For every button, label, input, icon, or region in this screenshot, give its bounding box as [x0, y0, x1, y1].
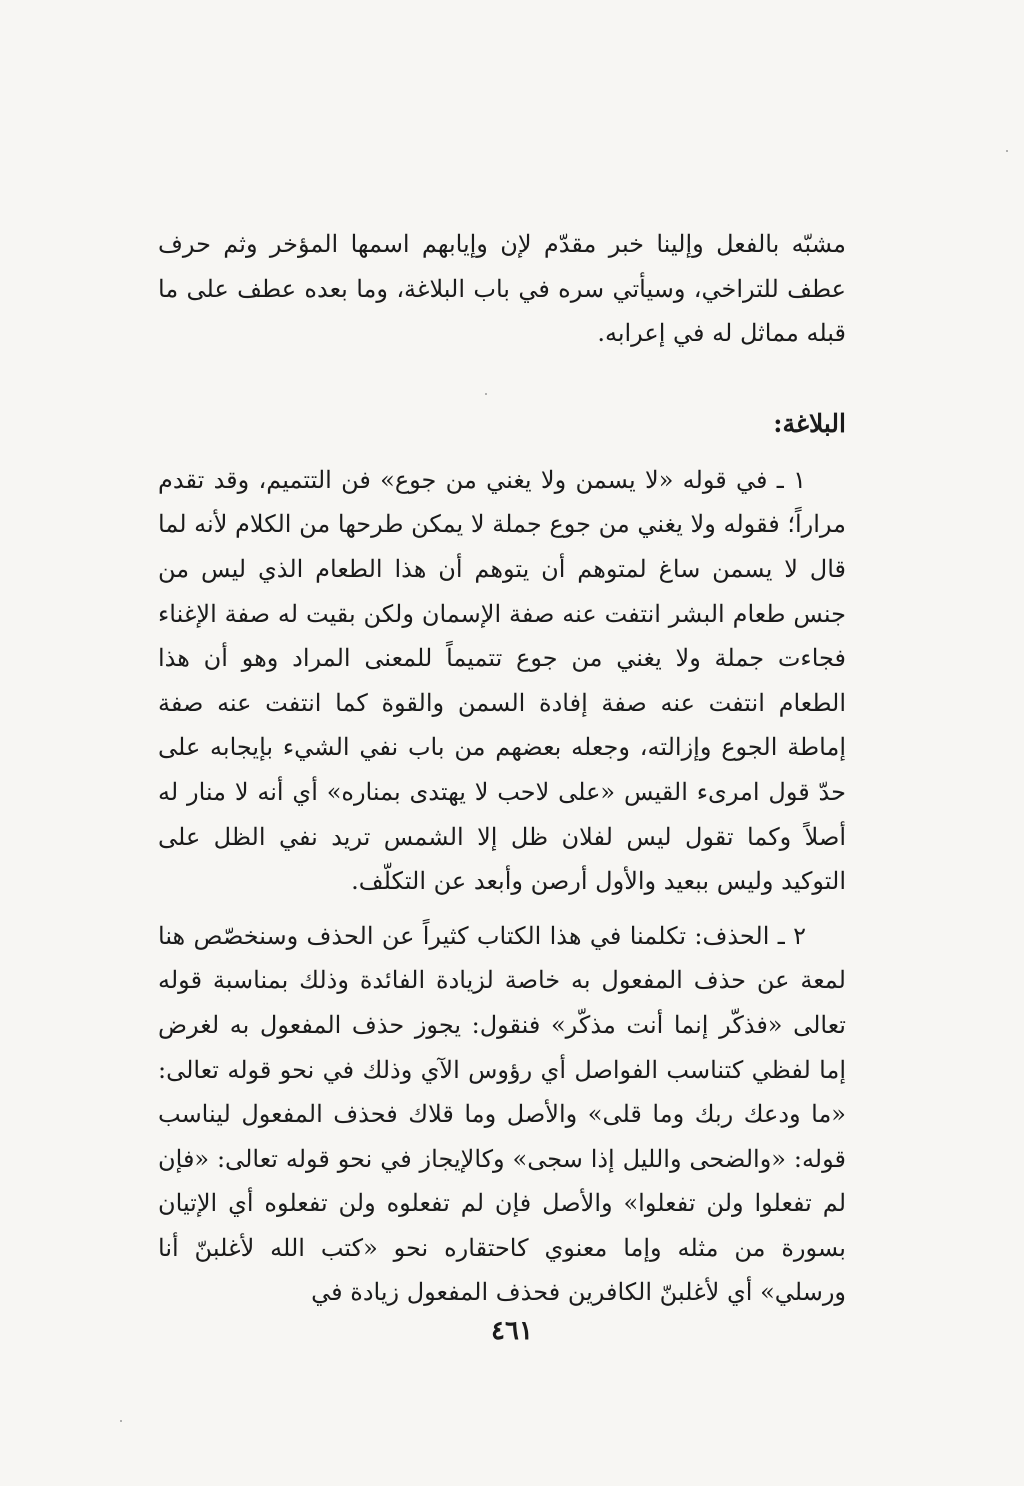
paragraph-tatmim: ١ ـ في قوله «لا يسمن ولا يغني من جوع» فن التتميم، وقد تقدم مراراً؛ فقوله ولا يغني من جوع جملة لا يمكن طرحها من الكلام لأنه لما قال لا يسمن ساغ لمتوهم أن يتوهم أن هذا الطعام الذي ليس من جنس طعام البشر انتفت عنه صفة الإسمان ولكن بقيت له صفة الإغناء فجاءت جملة ولا يغني من جوع تتميماً للمعنى المراد وهو أن هذا الطعام انتفت عنه صفة إفادة السمن والقوة كما انتفت عنه صفة إماطة الجوع وإزالته، وجعله بعضهم من باب نفي الشيء بإيجابه على حدّ قول امرىء القيس «على لاحب لا يهتدى بمناره» أي أنه لا منار له أصلاً وكما تقول ليس لفلان ظل إلا الشمس تريد نفي الظل على التوكيد وليس ببعيد والأول أرصن وأبعد عن التكلّف.: [158, 465, 846, 896]
scan-speck: [120, 1420, 122, 1422]
paragraph-hadhf: ٢ ـ الحذف: تكلمنا في هذا الكتاب كثيراً عن الحذف وسنخصّص هنا لمعة عن حذف المفعول به خاصة لزيادة الفائدة وذلك بمناسبة قوله تعالى «فذكّر إنما أنت مذكّر» فنقول: يجوز حذف المفعول به لغرض إما لفظي كتناسب الفواصل أي رؤوس الآي وذلك في نحو قوله تعالى: «ما ودعك ربك وما قلى» والأصل وما قلاك فحذف المفعول ليناسب قوله: «والضحى والليل إذا سجى» وكالإيجاز في نحو قوله تعالى: «فإن لم تفعلوا ولن تفعلوا» والأصل فإن لم تفعلوه ولن تفعلوه أي الإتيان بسورة من مثله وإما معنوي كاحتقاره نحو «كتب الله لأغلبنّ أنا ورسلي» أي لأغلبنّ الكافرين فحذف المفعول زيادة في: [158, 921, 847, 1307]
section-heading: البلاغة:: [773, 408, 846, 438]
intro-paragraph: مشبّه بالفعل وإلينا خبر مقدّم لإن وإيابهم اسمها المؤخر وثم حرف عطف للتراخي، وسيأتي سره في باب البلاغة، وما بعده عطف على ما قبله مماثل له في إعرابه.: [158, 230, 847, 348]
scan-speck: [485, 393, 487, 395]
page-number: ٤٦١: [491, 1316, 533, 1346]
page-body: [158, 222, 846, 1315]
scan-speck: [1006, 150, 1008, 152]
